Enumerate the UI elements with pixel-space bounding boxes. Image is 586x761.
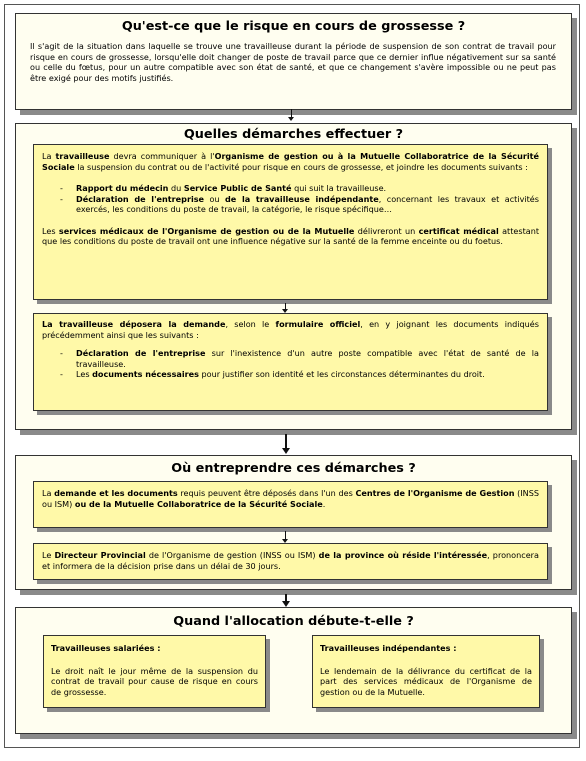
list-item: - Rapport du médecin du Service Public de Santé qui suit la travailleuse.: [76, 183, 539, 194]
employees-box: [43, 635, 266, 708]
where-submission-box: [33, 481, 548, 528]
section-title: Qu'est-ce que le risque en cours de grossesse ?: [121, 19, 466, 34]
procedure-communication-box: [33, 144, 548, 300]
decision-text: Le Directeur Provincial de l'Organisme de gestion (INSS ou ISM) de la province où réside l'intéressée, prononcera et informera de la décision prise dans un délai de 30 jours.: [42, 550, 539, 571]
additional-documents-list: [42, 348, 539, 380]
section-definition: [15, 13, 572, 110]
section-title: Quelles démarches effectuer ?: [183, 127, 404, 142]
flow-arrow: [285, 303, 286, 309]
certificate-text: Les services médicaux de l'Organisme de gestion ou de la Mutuelle délivreront un certificat médical attestant que les conditions du poste de travail ont une influence négative sur la santé de la femme enceinte ou du foetus.: [42, 225, 540, 246]
documents-list: [42, 183, 539, 215]
application-text: La travailleuse déposera la demande, selon le formulaire officiel, en y joignant les documents indiqués précédemment ainsi que les suivants :: [42, 319, 539, 340]
self-employed-box: [312, 635, 540, 708]
flow-arrow: [285, 531, 286, 539]
self-employed-title: Travailleuses indépendantes :: [320, 643, 457, 653]
flow-arrow: [285, 434, 287, 448]
procedure-application-box: [33, 313, 548, 411]
self-employed-text: Le lendemain de la délivrance du certificat de la part des services médicaux de l'Organisme de gestion ou de la Mutuelle.: [320, 665, 532, 697]
definition-text: Il s'agit de la situation dans laquelle se trouve une travailleuse durant la période de suspension de son contrat de travail pour risque en cours de grossesse, lorsqu'elle doit changer de poste de travail parce que ce dernier influe négativement sur sa santé ou celle du fœtus, pour un autre compatible avec son état de santé, et que ce changement s'avère impossible ou ne peut pas être exigé pour des motifs justifiés.: [30, 41, 556, 83]
list-item: - Déclaration de l'entreprise sur l'inexistence d'un autre poste compatible avec l'état de santé de la travailleuse.: [76, 348, 539, 369]
employees-text: Le droit naît le jour même de la suspension du contrat de travail pour cause de risque en cours de grossesse.: [51, 665, 258, 697]
section-title: Où entreprendre ces démarches ?: [171, 461, 416, 476]
where-decision-box: [33, 543, 548, 580]
submission-text: La demande et les documents requis peuvent être déposés dans l'un des Centres de l'Organisme de Gestion (INSS ou ISM) ou de la Mutuelle Collaboratrice de la Sécurité Sociale.: [42, 488, 539, 509]
list-item: - Déclaration de l'entreprise ou de la travailleuse indépendante, concernant les travaux et activités exercés, les conditions du poste de travail, la catégorie, le risque spécifique…: [76, 194, 539, 215]
flow-arrow: [291, 109, 292, 117]
section-title: Quand l'allocation débute-t-elle ?: [173, 614, 414, 629]
communication-text: La travailleuse devra communiquer à l'Organisme de gestion ou à la Mutuelle Collaboratrice de la Sécurité Sociale la suspension du contrat ou de l'activité pour risque en cours de grossesse, et joindre les documents suivants :: [42, 151, 539, 172]
list-item: - Les documents nécessaires pour justifier son identité et les circonstances déterminantes du droit.: [76, 369, 539, 380]
flow-arrow: [285, 594, 287, 601]
employees-title: Travailleuses salariées :: [51, 643, 161, 653]
